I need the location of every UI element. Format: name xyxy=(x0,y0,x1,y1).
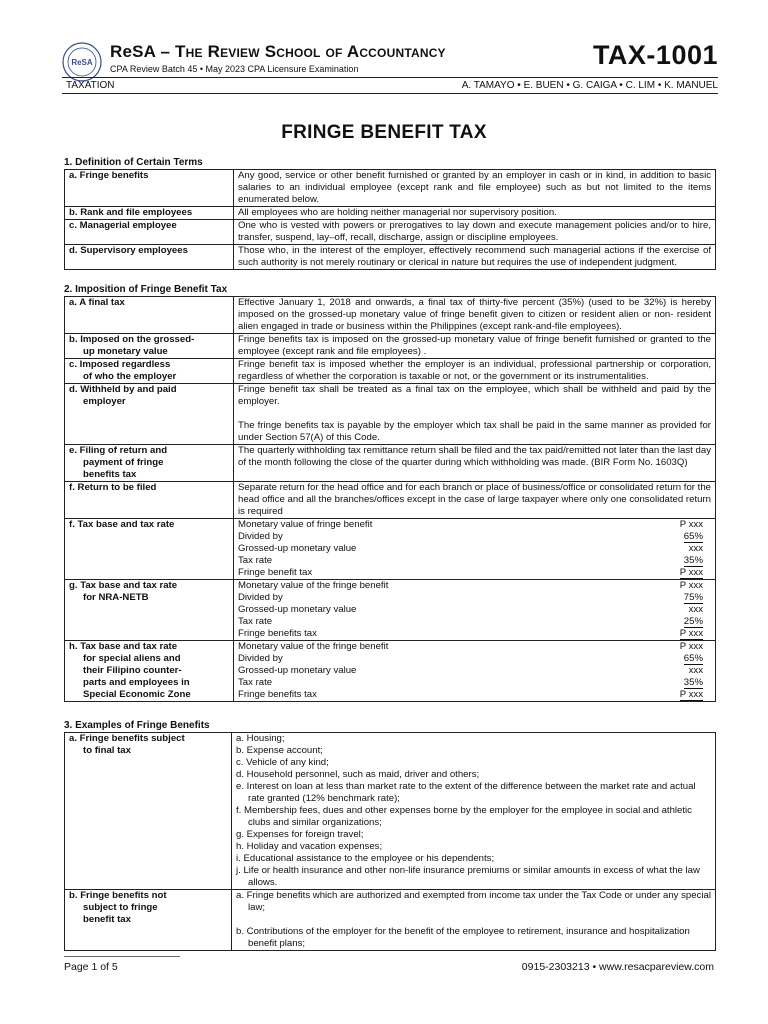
examples-list xyxy=(236,733,711,889)
definition-cell: Effective January 1, 2018 and onwards, a final tax of thirty-five percent (35%) (used to be 32%) is hereby imposed on the grossed-up monetary value of fringe benefit given to citizen or resident alien or non- resident alien engaged in trade or business within the Philippines (except rank-and-file employees). xyxy=(234,297,716,334)
computation-label: Grossed-up monetary value xyxy=(238,604,357,615)
computation-label: Divided by xyxy=(238,592,283,603)
footer-rule xyxy=(64,956,180,957)
computation-label: Tax rate xyxy=(238,616,273,627)
term-line: g. Tax base and tax rate xyxy=(69,580,178,591)
list-item: d. Household personnel, such as maid, driver and others; xyxy=(236,769,480,780)
definition-cell: All employees who are holding neither managerial nor supervisory position. xyxy=(234,207,716,220)
imposition-table xyxy=(64,296,716,702)
computation-amount: P xxx xyxy=(679,641,703,652)
list-item: h. Holiday and vacation expenses; xyxy=(236,841,383,852)
page-title: FRINGE BENEFIT TAX xyxy=(281,122,487,143)
definition-cell: Any good, service or other benefit furnished or granted by an employer in cash or in kind, in addition to basic salaries to an individual employee (except rank and file employee) such as but not limited to the items enumerated below. xyxy=(234,170,716,207)
computation-label: Tax rate xyxy=(238,555,273,566)
term-line: payment of fringe xyxy=(83,457,164,468)
computation-label: Monetary value of the fringe benefit xyxy=(238,641,389,652)
term-line: up monetary value xyxy=(83,346,168,357)
computation-line xyxy=(238,641,711,653)
brand-name: The Review School of Accountancy xyxy=(175,42,446,61)
term-line: for special aliens and xyxy=(83,653,181,664)
definition-cell: Separate return for the head office and for each branch or place of business/office or consolidated return for the head office and all the branches/offices except in the case of large taxpayer where only one consolidated return is required xyxy=(234,482,716,519)
list-item: b. Contributions of the employer for the benefit of the employee to retirement, insurance and hospitalization benefit plans; xyxy=(236,926,690,949)
table-row xyxy=(65,245,716,270)
examples-table xyxy=(64,732,716,951)
paragraph: Fringe benefit tax shall be treated as a final tax on the employee, which shall be withheld and paid by the employer. xyxy=(238,384,711,407)
examples-cell xyxy=(232,890,716,951)
table-row xyxy=(65,220,716,245)
computation-amount: xxx xyxy=(688,604,703,615)
term-cell: b. Rank and file employees xyxy=(65,207,234,220)
term-cell xyxy=(65,445,234,482)
computation-cell xyxy=(234,519,716,580)
batch-line: CPA Review Batch 45 • May 2023 CPA Licensure Examination xyxy=(110,64,359,74)
authors-line: A. TAMAYO • E. BUEN • G. CAIGA • C. LIM • K. MANUEL xyxy=(461,80,718,91)
brand-abbr: ReSA xyxy=(110,42,156,61)
term-line: h. Tax base and tax rate xyxy=(69,641,178,652)
term-line: their Filipino counter- xyxy=(83,665,182,676)
paragraph: The fringe benefits tax is payable by the employer which tax shall be paid in the same manner as provided for under Section 57(A) of this Code. xyxy=(238,420,711,443)
examples-list xyxy=(236,890,711,914)
definition-cell: Fringe benefits tax is imposed on the grossed-up monetary value of fringe benefit furnished or granted to the employee (except rank and file employees) . xyxy=(234,334,716,359)
term-cell xyxy=(65,733,232,890)
computation-amount: xxx xyxy=(688,543,703,554)
term-line: b. Fringe benefits not xyxy=(69,890,167,901)
logo-text: ReSA xyxy=(71,58,93,67)
table-row xyxy=(65,170,716,207)
term-line: c. Imposed regardless xyxy=(69,359,171,370)
term-line: parts and employees in xyxy=(83,677,190,688)
table-row xyxy=(65,207,716,220)
definition-cell xyxy=(234,384,716,445)
page-number: Page 1 of 5 xyxy=(64,961,118,973)
computation-amount: 65% xyxy=(683,653,703,664)
term-cell: c. Managerial employee xyxy=(65,220,234,245)
computation-amount: xxx xyxy=(688,665,703,676)
definition-cell: The quarterly withholding tax remittance return shall be filed and the tax paid/remitted not later than the last day of the month following the close of the quarter during which withholding was made. (BIR Form No. 1603Q) xyxy=(234,445,716,482)
computation-amount: 75% xyxy=(683,592,703,603)
header-rule-bottom xyxy=(62,93,718,94)
computation-amount: P xxx xyxy=(679,628,703,639)
table-row xyxy=(65,334,716,359)
definition-cell: Those who, in the interest of the employer, effectively recommend such managerial actions if the exercise of such authority is not merely routinary or clerical in nature but requires the use of independent judgment. xyxy=(234,245,716,270)
computation-line xyxy=(238,580,711,592)
computation-label: Divided by xyxy=(238,653,283,664)
term-line: of who the employer xyxy=(83,371,177,382)
section-2-heading: 2. Imposition of Fringe Benefit Tax xyxy=(64,284,228,295)
list-item: g. Expenses for foreign travel; xyxy=(236,829,364,840)
list-item: c. Vehicle of any kind; xyxy=(236,757,329,768)
definitions-table xyxy=(64,169,716,270)
term-line: d. Withheld by and paid xyxy=(69,384,177,395)
list-item: a. Housing; xyxy=(236,733,285,744)
computation-amount: 35% xyxy=(683,555,703,566)
computation-table xyxy=(238,641,711,701)
computation-amount: 25% xyxy=(683,616,703,627)
term-line: a. Fringe benefits subject xyxy=(69,733,185,744)
computation-line xyxy=(238,531,711,543)
computation-line xyxy=(238,567,711,579)
list-item: i. Educational assistance to the employee or his dependents; xyxy=(236,853,495,864)
paragraph-gap xyxy=(238,408,711,420)
term-cell: f. Tax base and tax rate xyxy=(65,519,234,580)
header-rule-top xyxy=(62,77,718,78)
computation-label: Fringe benefits tax xyxy=(238,689,317,700)
table-row xyxy=(65,384,716,445)
term-line: benefit tax xyxy=(83,914,131,925)
computation-cell xyxy=(234,641,716,702)
computation-line xyxy=(238,592,711,604)
table-row xyxy=(65,733,716,890)
term-line: subject to fringe xyxy=(83,902,158,913)
definition-cell: One who is vested with powers or prerogatives to lay down and execute management policies and/or to hire, transfer, suspend, lay–off, recall, discharge, assign or discipline employees. xyxy=(234,220,716,245)
list-item: f. Membership fees, dues and other expenses borne by the employer for the employee in social and athletic clubs and similar organizations; xyxy=(236,805,692,828)
computation-line xyxy=(238,519,711,531)
document-code: TAX-1001 xyxy=(592,40,718,70)
brand-dash: – xyxy=(155,42,176,61)
computation-line xyxy=(238,555,711,567)
computation-table xyxy=(238,580,711,640)
computation-line xyxy=(238,689,711,701)
resa-seal-logo xyxy=(62,42,102,82)
table-row xyxy=(65,890,716,951)
subject-label: TAXATION xyxy=(66,80,115,91)
brand-title xyxy=(110,42,446,62)
computation-label: Grossed-up monetary value xyxy=(238,665,357,676)
definition-cell: Fringe benefit tax is imposed whether the employer is an individual, professional partnership or corporation, regardless of whether the corporation is taxable or not, or the government or its instrumentalities. xyxy=(234,359,716,384)
computation-label: Monetary value of the fringe benefit xyxy=(238,580,389,591)
table-row xyxy=(65,519,716,580)
table-row xyxy=(65,641,716,702)
term-cell xyxy=(65,641,234,702)
term-cell: f. Return to be filed xyxy=(65,482,234,519)
term-line: benefits tax xyxy=(83,469,137,480)
term-cell xyxy=(65,890,232,951)
term-cell: d. Supervisory employees xyxy=(65,245,234,270)
section-1-heading: 1. Definition of Certain Terms xyxy=(64,157,203,168)
computation-line xyxy=(238,628,711,640)
term-cell xyxy=(65,580,234,641)
table-row xyxy=(65,297,716,334)
term-cell xyxy=(65,334,234,359)
computation-amount: 35% xyxy=(683,677,703,688)
computation-amount: P xxx xyxy=(679,580,703,591)
computation-cell xyxy=(234,580,716,641)
computation-label: Divided by xyxy=(238,531,283,542)
term-cell: a. Fringe benefits xyxy=(65,170,234,207)
computation-table xyxy=(238,519,711,579)
term-line: b. Imposed on the grossed- xyxy=(69,334,195,345)
section-3-heading: 3. Examples of Fringe Benefits xyxy=(64,720,210,731)
footer-contact: 0915-2303213 • www.resacpareview.com xyxy=(521,961,714,973)
paragraph-gap xyxy=(236,914,711,926)
term-line: e. Filing of return and xyxy=(69,445,168,456)
computation-line xyxy=(238,665,711,677)
computation-label: Monetary value of fringe benefit xyxy=(238,519,373,530)
computation-line xyxy=(238,653,711,665)
computation-label: Grossed-up monetary value xyxy=(238,543,357,554)
computation-label: Tax rate xyxy=(238,677,273,688)
table-row xyxy=(65,359,716,384)
computation-line xyxy=(238,677,711,689)
list-item: a. Fringe benefits which are authorized and exempted from income tax under the Tax Code or under any special law; xyxy=(236,890,711,913)
table-row xyxy=(65,482,716,519)
computation-line xyxy=(238,604,711,616)
computation-amount: P xxx xyxy=(679,689,703,700)
computation-amount: P xxx xyxy=(679,519,703,530)
term-line: for NRA-NETB xyxy=(83,592,149,603)
table-row xyxy=(65,445,716,482)
computation-amount: 65% xyxy=(683,531,703,542)
table-row xyxy=(65,580,716,641)
computation-line xyxy=(238,543,711,555)
term-line: to final tax xyxy=(83,745,131,756)
computation-label: Fringe benefits tax xyxy=(238,628,317,639)
examples-cell xyxy=(232,733,716,890)
term-cell: a. A final tax xyxy=(65,297,234,334)
list-item: b. Expense account; xyxy=(236,745,323,756)
term-line: employer xyxy=(83,396,126,407)
term-line: Special Economic Zone xyxy=(83,689,191,700)
list-item: e. Interest on loan at less than market rate to the extent of the difference between the market rate and actual rate granted (12% benchmark rate); xyxy=(236,781,696,804)
list-item: j. Life or health insurance and other non-life insurance premiums or similar amounts in excess of what the law allows. xyxy=(236,865,700,888)
term-cell xyxy=(65,384,234,445)
examples-list xyxy=(236,926,711,950)
computation-amount: P xxx xyxy=(679,567,703,578)
computation-line xyxy=(238,616,711,628)
term-cell xyxy=(65,359,234,384)
computation-label: Fringe benefit tax xyxy=(238,567,313,578)
